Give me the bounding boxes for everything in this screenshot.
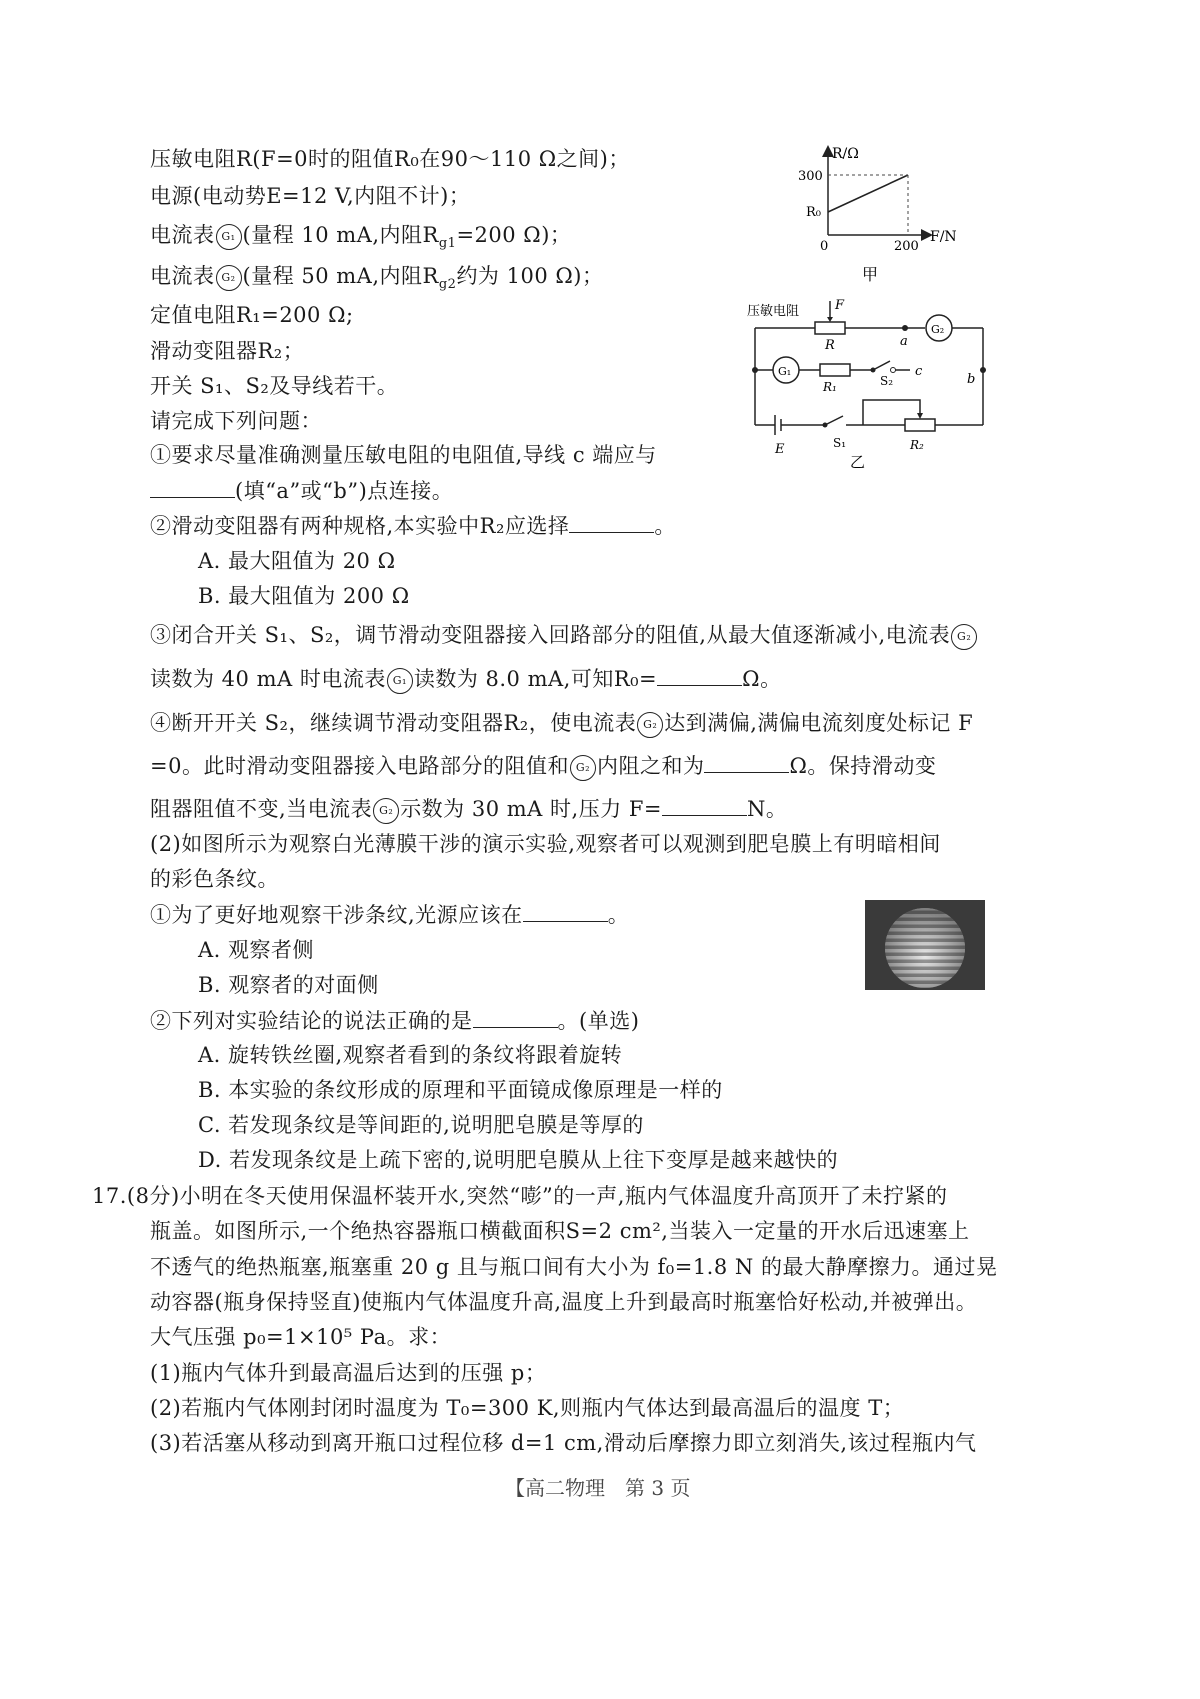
y-axis-label: R/Ω	[832, 146, 859, 162]
text: ②下列对实验结论的说法正确的是	[150, 1009, 473, 1033]
y-tick-r0: R₀	[806, 205, 821, 220]
galvanometer-g1-icon: G₁	[387, 668, 413, 694]
label-F: F	[835, 298, 845, 313]
galvanometer-g2-icon: G₂	[637, 712, 663, 738]
question-4-cont2	[150, 796, 787, 824]
answer-blank	[662, 797, 747, 816]
text: 电流表	[150, 223, 215, 247]
text: Ω。	[742, 667, 782, 691]
option-p2-2d: D. 若发现条纹是上疏下密的,说明肥皂膜从上往下变厚是越来越快的	[198, 1148, 839, 1172]
line-power-source: 电源(电动势E=12 V,内阻不计)；	[150, 184, 471, 208]
text: 读数为 8.0 mA,可知R₀=	[413, 667, 658, 691]
galvanometer-g2-icon: G₂	[216, 265, 242, 291]
label-G1: G₁	[778, 365, 792, 378]
question-4-cont	[150, 753, 936, 781]
text: Ω。保持滑动变	[789, 754, 937, 778]
part-2-question-1	[150, 902, 629, 928]
subscript: g1	[438, 236, 457, 252]
question-1: ①要求尽量准确测量压敏电阻的电阻值,导线 c 端应与	[150, 443, 657, 467]
x-axis-label: F/N	[930, 229, 957, 245]
problem-17-line1: 17.(8分)小明在冬天使用保温杯装开水,突然“嘭”的一声,瓶内气体温度升高顶开了未拧紧的	[92, 1184, 948, 1208]
text: 示数为 30 mA 时,压力 F=	[400, 797, 663, 821]
soap-film-photo	[865, 900, 985, 990]
line-pressure-resistor: 压敏电阻R(F=0时的阻值R₀在90～110 Ω之间)；	[150, 147, 630, 171]
question-3-cont	[150, 666, 782, 694]
line-fixed-resistor: 定值电阻R₁=200 Ω;	[150, 303, 354, 327]
text: 内阻之和为	[596, 754, 705, 778]
option-p2-2c: C. 若发现条纹是等间距的,说明肥皂膜是等厚的	[198, 1113, 644, 1137]
y-tick-300: 300	[798, 169, 823, 184]
text: =200 Ω)；	[456, 223, 572, 247]
label-R: R	[825, 338, 835, 353]
part-2-intro: (2)如图所示为观察白光薄膜干涉的演示实验,观察者可以观测到肥皂膜上有明暗相间	[150, 832, 941, 856]
subscript: g2	[438, 277, 457, 293]
origin-label: 0	[820, 239, 829, 254]
problem-17-line5: 大气压强 p₀=1×10⁵ Pa。求：	[150, 1325, 452, 1349]
answer-blank	[569, 514, 654, 533]
label-G2: G₂	[931, 323, 945, 336]
part-2-intro-cont: 的彩色条纹。	[150, 867, 279, 891]
label-R2: R₂	[910, 438, 924, 452]
galvanometer-g2-icon: G₂	[373, 798, 399, 824]
option-2a: A. 最大阻值为 20 Ω	[198, 549, 396, 573]
answer-blank	[473, 1009, 558, 1028]
answer-blank	[523, 903, 608, 922]
option-2b: B. 最大阻值为 200 Ω	[198, 584, 410, 608]
line-ammeter-g2	[150, 263, 603, 298]
label-S1: S₁	[833, 436, 847, 450]
problem-17-q2: (2)若瓶内气体刚封闭时温度为 T₀=300 K,则瓶内气体达到最高温后的温度 T；	[150, 1396, 905, 1420]
problem-17-q1: (1)瓶内气体升到最高温后达到的压强 p；	[150, 1361, 547, 1385]
text: 。	[654, 514, 676, 538]
label-b: b	[967, 372, 976, 387]
text: 约为 100 Ω)；	[456, 264, 604, 288]
text: ④断开开关 S₂，继续调节滑动变阻器R₂，使电流表	[150, 711, 637, 735]
option-p2-2b: B. 本实验的条纹形成的原理和平面镜成像原理是一样的	[198, 1078, 723, 1102]
label-c: c	[915, 364, 923, 379]
option-p2-1a: A. 观察者侧	[198, 938, 315, 962]
text: (量程 10 mA,内阻R	[242, 223, 439, 247]
line-rheostat: 滑动变阻器R₂；	[150, 339, 305, 363]
text: 电流表	[150, 264, 215, 288]
figure-caption-jia: 甲	[862, 265, 879, 284]
figure-yi-circuit	[745, 295, 1015, 485]
question-1-cont	[150, 478, 453, 504]
x-tick-200: 200	[894, 239, 919, 254]
label-S2: S₂	[880, 374, 894, 388]
label-E: E	[775, 442, 785, 457]
question-2	[150, 513, 676, 539]
line-instruction: 请完成下列问题：	[150, 409, 322, 433]
text: 。	[607, 903, 630, 927]
problem-17-line2: 瓶盖。如图所示,一个绝热容器瓶口横截面积S=2 cm²,当装入一定量的开水后迅速塞上	[150, 1219, 970, 1243]
answer-blank	[704, 754, 789, 773]
text: (填“a”或“b”)点连接。	[235, 479, 454, 503]
galvanometer-g2-icon: G₂	[951, 624, 977, 650]
answer-blank	[150, 479, 235, 498]
text: (量程 50 mA,内阻R	[242, 264, 439, 288]
option-p2-1b: B. 观察者的对面侧	[198, 973, 379, 997]
text: 阻器阻值不变,当电流表	[150, 797, 373, 821]
text: ②滑动变阻器有两种规格,本实验中R₂应选择	[150, 514, 570, 538]
line-switches: 开关 S₁、S₂及导线若干。	[150, 374, 399, 398]
galvanometer-g2-icon: G₂	[570, 755, 596, 781]
text: ①为了更好地观察干涉条纹,光源应该在	[150, 903, 523, 927]
label-R1: R₁	[823, 380, 837, 394]
label-press: 压敏电阻	[747, 304, 800, 319]
text: ③闭合开关 S₁、S₂，调节滑动变阻器接入回路部分的阻值,从最大值逐渐减小,电流表	[150, 623, 951, 647]
label-a: a	[900, 334, 908, 349]
text: N。	[747, 797, 788, 821]
problem-17-line3: 不透气的绝热瓶塞,瓶塞重 20 g 且与瓶口间有大小为 f₀=1.8 N 的最大静摩擦力。通过晃	[150, 1255, 998, 1279]
text: 达到满偏,满偏电流刻度处标记 F	[664, 711, 974, 735]
problem-17-line4: 动容器(瓶身保持竖直)使瓶内气体温度升高,温度上升到最高时瓶塞恰好松动,并被弹出。	[150, 1290, 978, 1314]
figure-jia-graph	[790, 140, 980, 290]
question-4	[150, 710, 973, 738]
problem-17-q3: (3)若活塞从移动到离开瓶口过程位移 d=1 cm,滑动后摩擦力即立刻消失,该过程瓶内气	[150, 1431, 977, 1455]
page-footer: 【高二物理 第 3 页	[505, 1476, 691, 1500]
galvanometer-g1-icon: G₁	[216, 224, 242, 250]
part-2-question-2	[150, 1008, 639, 1034]
option-p2-2a: A. 旋转铁丝圈,观察者看到的条纹将跟着旋转	[198, 1043, 623, 1067]
question-3	[150, 622, 978, 650]
text: 读数为 40 mA 时电流表	[150, 667, 386, 691]
answer-blank	[657, 667, 742, 686]
line-ammeter-g1	[150, 222, 571, 257]
text: =0。此时滑动变阻器接入电路部分的阻值和	[150, 754, 569, 778]
figure-caption-yi: 乙	[850, 453, 866, 471]
text: 。(单选)	[557, 1009, 640, 1033]
